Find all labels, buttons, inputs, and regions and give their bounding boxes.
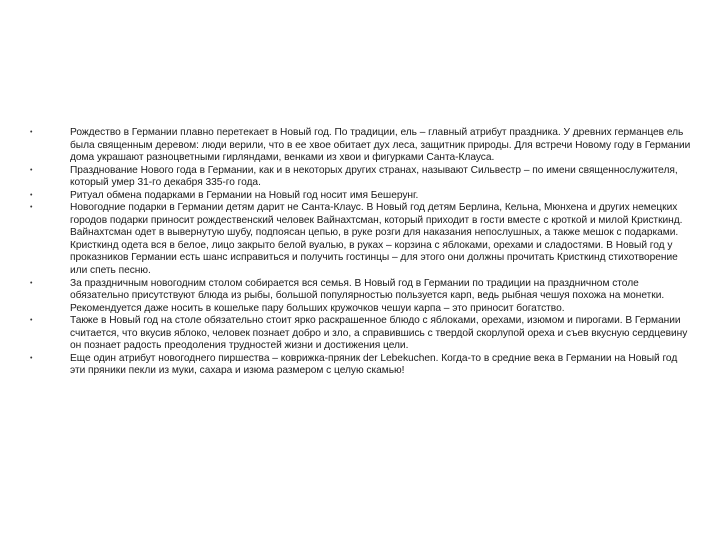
list-item-text: Новогодние подарки в Германии детям дарит не Санта-Клаус. В Новый год детям Берлина, Кельна, Мюнхена и других немецких городов подарки приносит рождественский человек Вайнахтсман, который приходит в гости вместе с кроткой и милой Кристкинд. Вайнахтсман одет в вывернутую шубу, подпоясан цепью, в руке розги для наказания непослушных, а также мешок с подарками. Кристкинд одета вся в белое, лицо закрыто белой вуалью, в руках – корзина с яблоками, орехами и сладостями. В Новый год у проказников Германии есть шанс исправиться и получить гостинцы – для этого они должны прочитать Кристкинд стихотворение или спеть песню. [70,202,683,277]
bullet-list [30,127,694,378]
bullet-marker: • [30,204,33,212]
bullet-marker: • [30,354,33,362]
list-item-text: Рождество в Германии плавно перетекает в Новый год. По традиции, ель – главный атрибут праздника. У древних германцев ель была священным деревом: люди верили, что в ее хвое обитает дух леса, защитник природы. Для встречи Новому году в Германии дома украшают разноцветными гирляндами, венками из хвои и фигурками Санта-Клауса. [70,127,691,164]
bullet-marker: • [30,166,33,174]
bullet-marker: • [30,191,33,199]
list-item [30,353,694,378]
list-item [30,190,694,203]
list-item-text: Еще один атрибут новогоднего пиршества – коврижка-пряник der Lebekuchen. Когда-то в средние века в Германии на Новый год эти пряники пекли из муки, сахара и изюма размером с целую скамью! [70,352,678,377]
list-item-text: За праздничным новогодним столом собирается вся семья. В Новый год в Германии по традиции на праздничном столе обязательно присутствуют блюда из рыбы, большой популярностью пользуется карп, ведь рыбная чешуя похожа на монетки. Рекомендуется даже носить в кошельке пару больших кружочков чешуи карпа – это приносит богатство. [70,277,665,314]
bullet-marker: • [30,317,33,325]
bullet-marker: • [30,279,33,287]
list-item [30,278,694,316]
bullet-marker: • [30,129,33,136]
list-item-text: Празднование Нового года в Германии, как и в некоторых других странах, называют Сильвестр – по имени священнослужителя, который умер 31-го декабря 335-го года. [70,164,678,189]
list-item [30,165,694,190]
list-item-text: Ритуал обмена подарками в Германии на Новый год носит имя Бешерунг. [70,189,419,201]
list-item [30,315,694,353]
list-item-text: Также в Новый год на столе обязательно стоит ярко раскрашенное блюдо с яблоками, орехами, изюмом и пирогами. В Германии считается, что вкусив яблоко, человек познает добро и зло, а справившись с твердой скорлупой ореха и съев вкусную сердцевину он познает радость преодоления трудностей жизни и достижения цели. [70,315,688,352]
list-item [30,127,694,165]
list-item [30,202,694,277]
